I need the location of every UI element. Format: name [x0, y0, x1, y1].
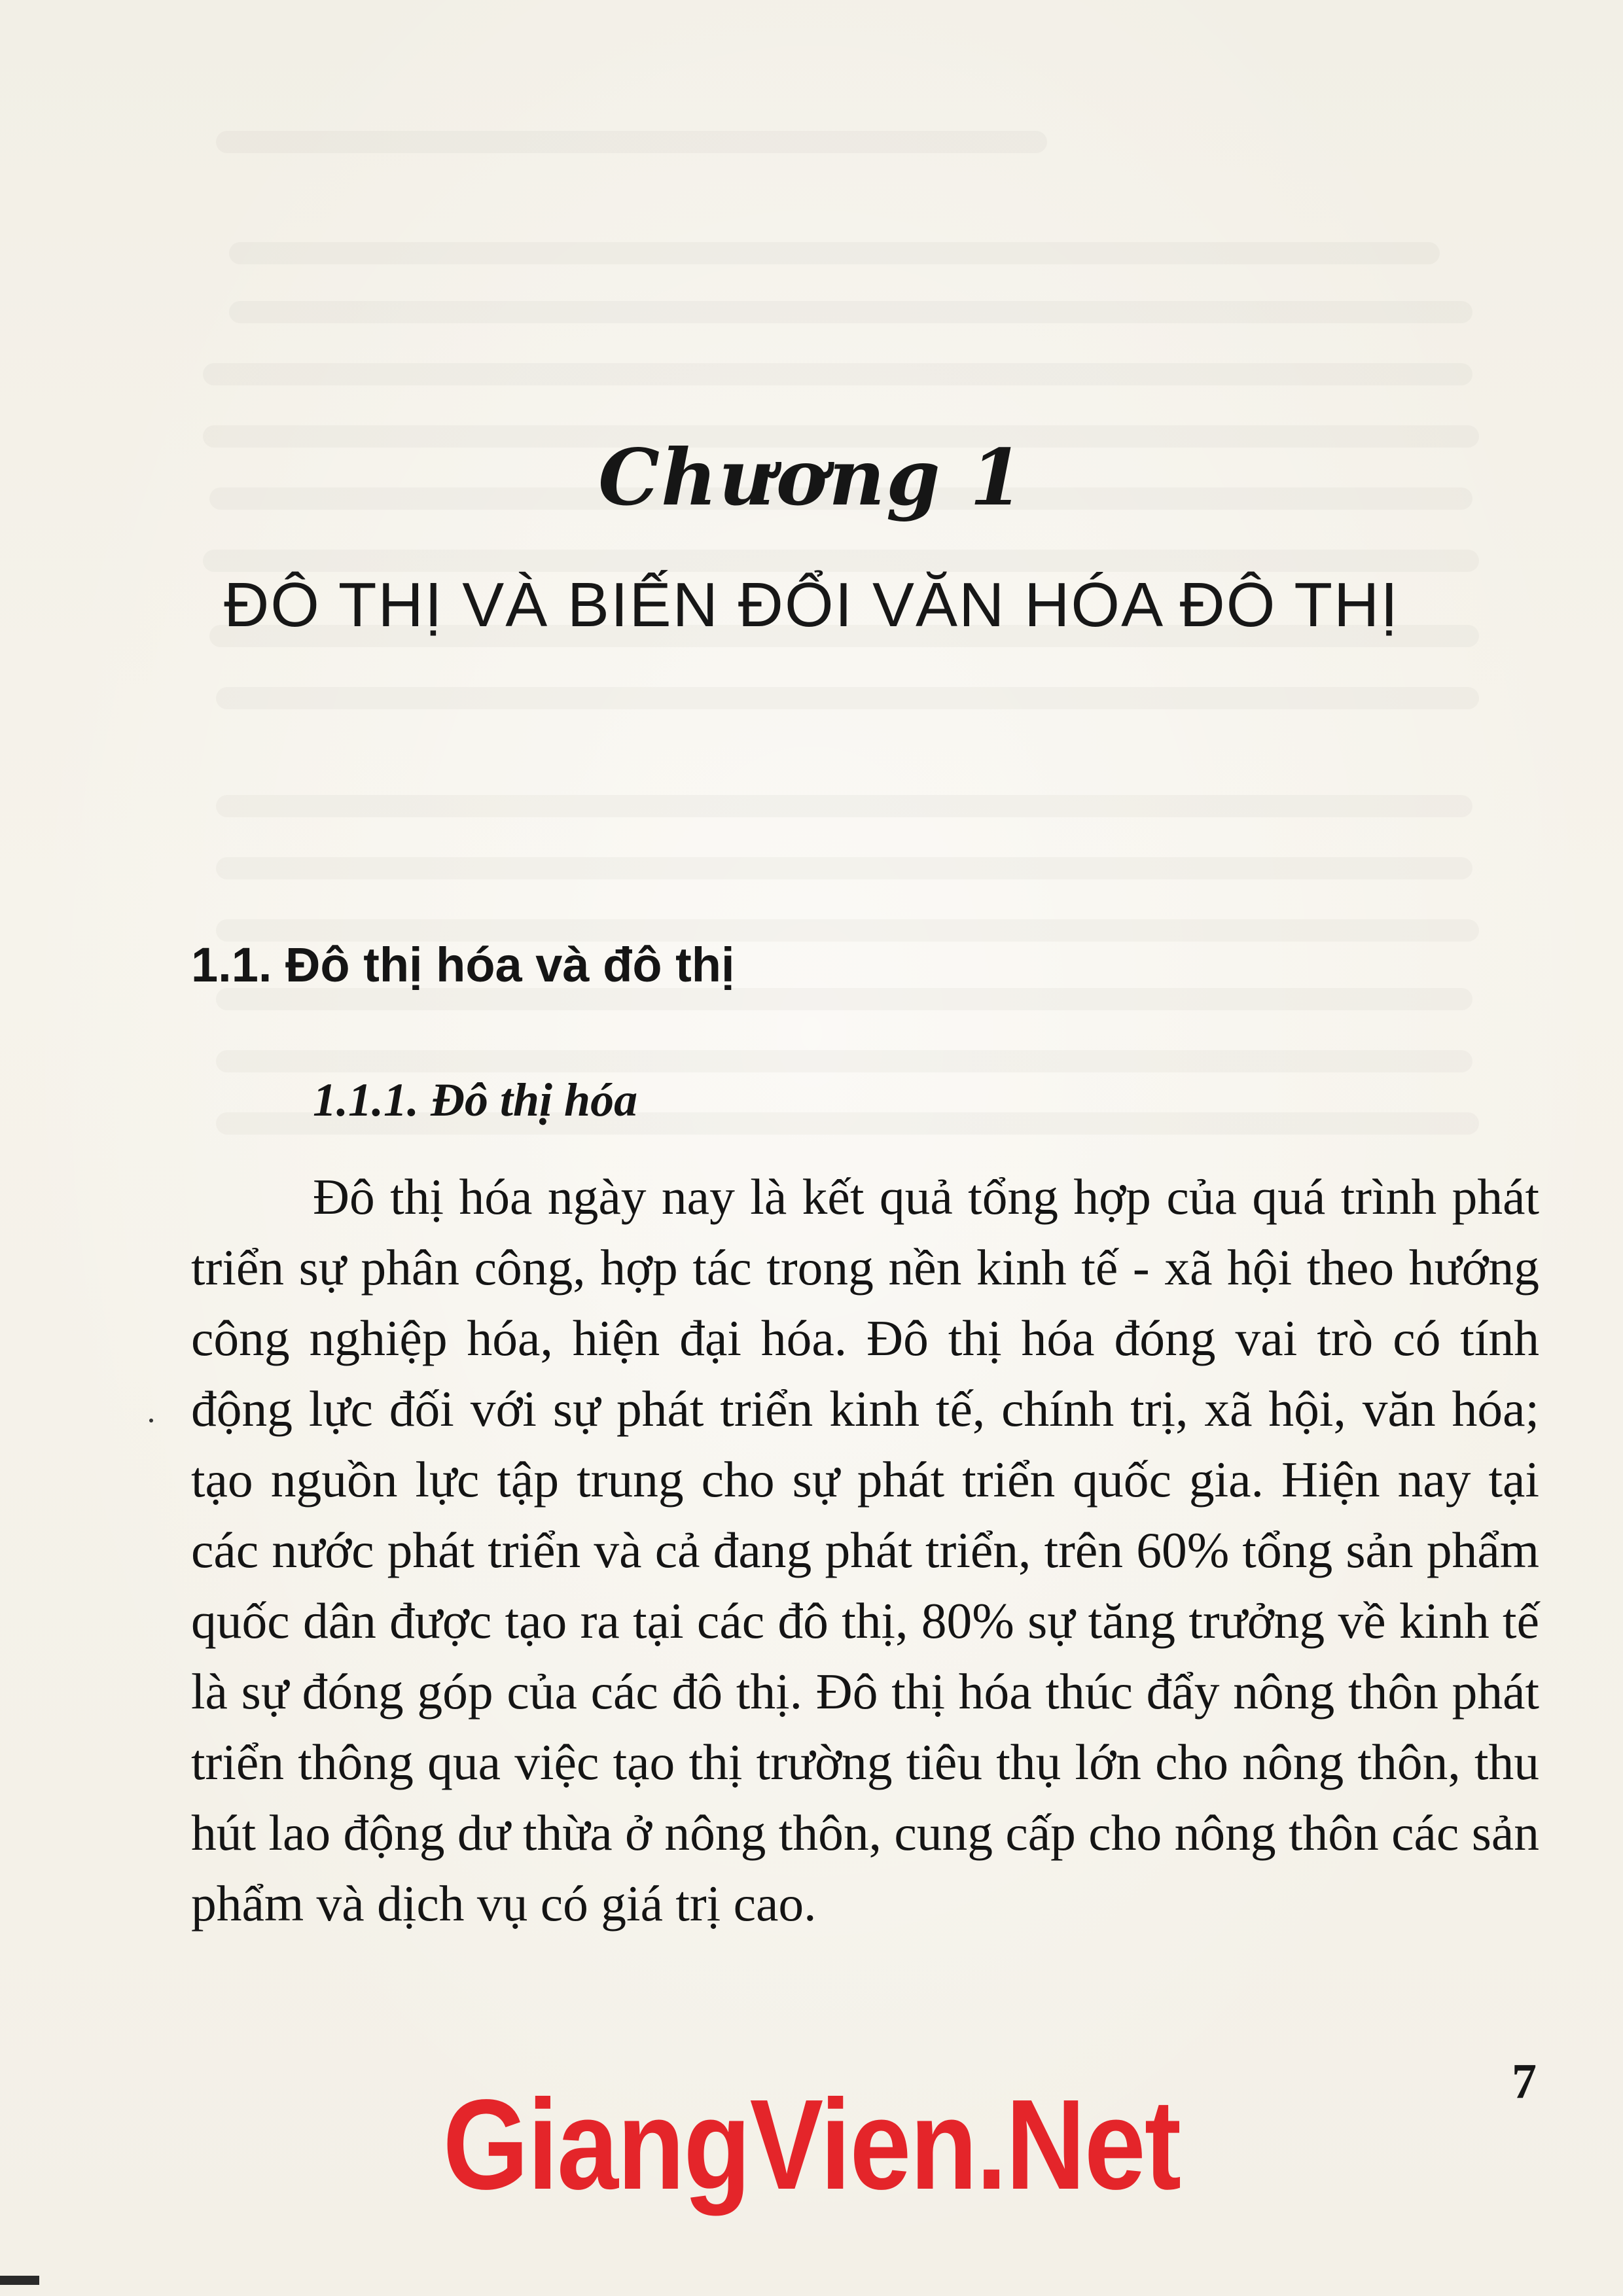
- scan-edge-mark: [0, 2276, 39, 2285]
- show-through-line: [216, 795, 1472, 817]
- watermark-logo: GiangVien.Net: [442, 2073, 1181, 2216]
- show-through-line: [216, 1050, 1472, 1072]
- show-through-line: [216, 131, 1047, 153]
- subsection-heading: 1.1.1. Đô thị hóa: [313, 1074, 638, 1126]
- show-through-line: [216, 857, 1472, 879]
- page-number: 7: [1512, 2054, 1537, 2109]
- section-heading: 1.1. Đô thị hóa và đô thị: [191, 938, 735, 992]
- show-through-line: [203, 363, 1472, 385]
- chapter-label: Chương 1: [598, 432, 1025, 523]
- body-paragraph: Đô thị hóa ngày nay là kết quả tổng hợp của quá trình phát triển sự phân công, hợp tác trong nền kinh tế - xã hội theo hướng công nghiệp hóa, hiện đại hóa. Đô thị hóa đóng vai trò có tính động lực đối với sự phát triển kinh tế, chính trị, xã hội, văn hóa; tạo nguồn lực tập trung cho sự phát triển quốc gia. Hiện nay tại các nước phát triển và cả đang phát triển, trên 60% tổng sản phẩm quốc dân được tạo ra tại các đô thị, 80% sự tăng trưởng về kinh tế là sự đóng góp của các đô thị. Đô thị hóa thúc đẩy nông thôn phát triển thông qua việc tạo thị trường tiêu thụ lớn cho nông thôn, thu hút lao động dư thừa ở nông thôn, cung cấp cho nông thôn các sản phẩm và dịch vụ có giá trị cao.: [191, 1169, 1539, 1932]
- show-through-line: [216, 687, 1479, 709]
- chapter-title: ĐÔ THỊ VÀ BIẾN ĐỔI VĂN HÓA ĐÔ THỊ: [223, 570, 1400, 640]
- scan-speck: [149, 1419, 153, 1422]
- show-through-line: [203, 550, 1479, 572]
- show-through-line: [229, 242, 1440, 264]
- show-through-line: [229, 301, 1472, 323]
